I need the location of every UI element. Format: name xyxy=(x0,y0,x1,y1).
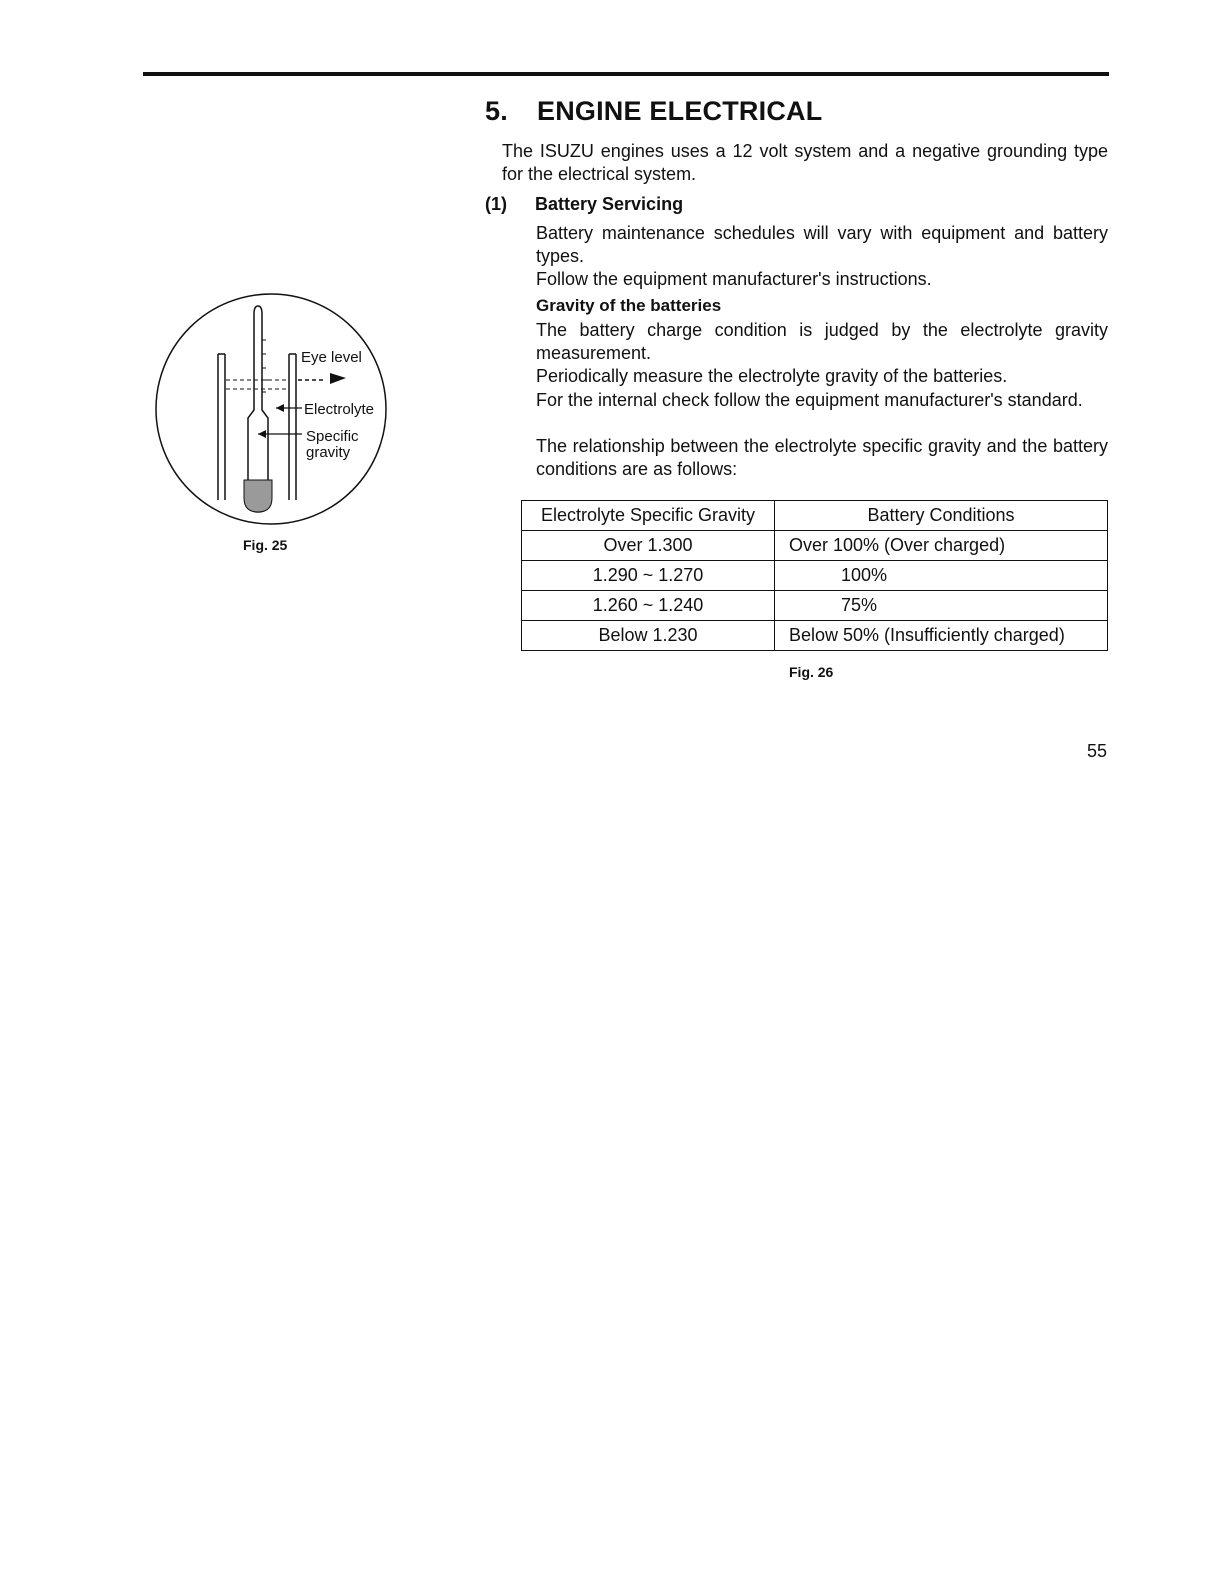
table-row xyxy=(522,561,1108,591)
charge-condition-paragraph: The battery charge condition is judged by the electrolyte gravity measurement. xyxy=(536,320,1108,363)
top-rule xyxy=(143,72,1109,76)
subsection-number: (1) xyxy=(485,194,507,214)
figure-26-caption: Fig. 26 xyxy=(789,664,834,680)
subsection-title: Battery Servicing xyxy=(535,194,684,214)
table-row xyxy=(522,591,1108,621)
table-header-gravity: Electrolyte Specific Gravity xyxy=(522,501,775,531)
subsection-heading xyxy=(485,194,683,215)
table-row xyxy=(522,531,1108,561)
eye-level-label: Eye level xyxy=(301,349,362,366)
section-title xyxy=(485,96,822,127)
table-header-conditions: Battery Conditions xyxy=(775,501,1108,531)
hydrometer-figure xyxy=(150,292,400,528)
measure-gravity-paragraph: Periodically measure the electrolyte gravity of the batteries. xyxy=(536,366,1008,386)
section-number: 5. xyxy=(485,96,508,126)
electrolyte-label: Electrolyte xyxy=(304,401,375,418)
internal-check-paragraph: For the internal check follow the equipment manufacturer's standard. xyxy=(536,390,1083,410)
table-cell-gravity: Over 1.300 xyxy=(522,531,775,561)
table-row xyxy=(522,621,1108,651)
table-cell-condition: Over 100% (Over charged) xyxy=(775,531,1108,561)
gravity-label: gravity xyxy=(306,444,351,461)
table-cell-gravity: Below 1.230 xyxy=(522,621,775,651)
table-cell-condition: Below 50% (Insufficiently charged) xyxy=(775,621,1108,651)
figure-25-caption: Fig. 25 xyxy=(243,537,288,553)
maintenance-paragraph: Battery maintenance schedules will vary with equipment and battery types. xyxy=(536,223,1108,266)
gravity-table xyxy=(521,500,1108,651)
manufacturer-instructions-paragraph: Follow the equipment manufacturer's instructions. xyxy=(536,269,932,289)
intro-paragraph: The ISUZU engines uses a 12 volt system and a negative grounding type for the electrical system. xyxy=(502,141,1108,184)
table-cell-condition: 75% xyxy=(775,591,1108,621)
table-cell-gravity: 1.260 ~ 1.240 xyxy=(522,591,775,621)
page-number: 55 xyxy=(1087,741,1108,761)
table-header-row xyxy=(522,501,1108,531)
table-cell-gravity: 1.290 ~ 1.270 xyxy=(522,561,775,591)
table-cell-condition: 100% xyxy=(775,561,1108,591)
specific-label: Specific xyxy=(306,428,359,445)
gravity-heading: Gravity of the batteries xyxy=(536,296,722,315)
section-title-text: ENGINE ELECTRICAL xyxy=(537,96,823,126)
relationship-paragraph: The relationship between the electrolyte specific gravity and the battery conditions are as follows: xyxy=(536,436,1108,479)
